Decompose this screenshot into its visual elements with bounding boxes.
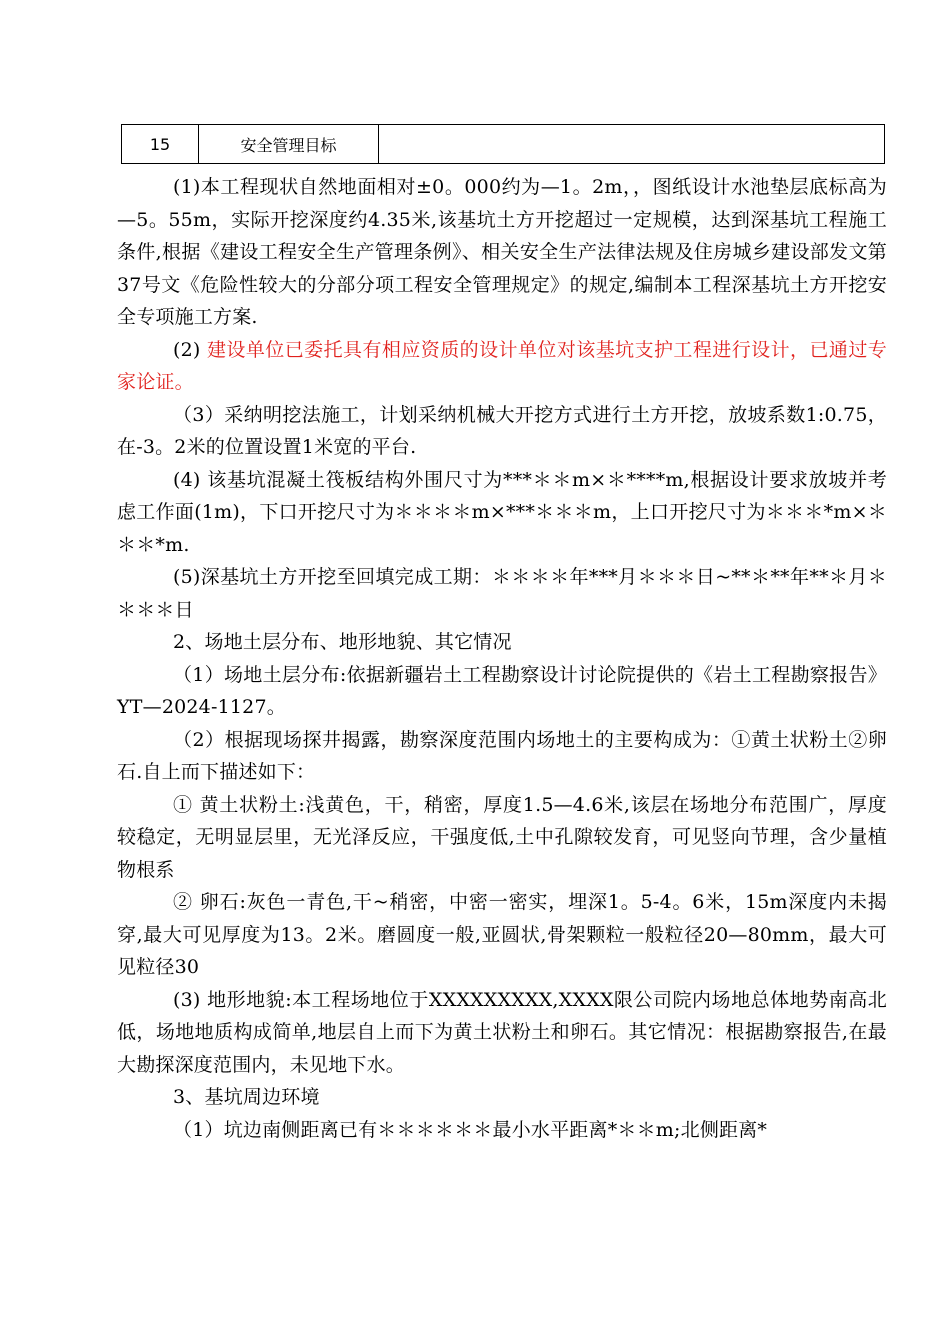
paragraph-4 (117, 464, 887, 562)
paragraph-prefix: （1） (173, 663, 225, 686)
info-table-row (121, 124, 885, 164)
paragraph-prefix: (5) (173, 566, 201, 588)
paragraph-10 (117, 984, 887, 1082)
paragraph-7 (117, 724, 887, 789)
section-heading-2 (117, 626, 887, 659)
paragraph-6 (117, 659, 887, 724)
paragraph-text: 深基坑土方开挖至回填完成工期：＊＊＊＊年***月＊＊＊日~**＊**年**＊月＊＊＊＊日 (117, 566, 887, 621)
table-cell-title: 安全管理目标 (199, 125, 379, 163)
paragraph-8 (117, 789, 887, 887)
paragraph-prefix: (4) (173, 468, 208, 491)
paragraph-text-highlighted: 建设单位已委托具有相应资质的设计单位对该基坑支护工程进行设计，已通过专家论证。 (117, 338, 887, 393)
paragraph-text: 采纳明挖法施工，计划采纳机械大开挖方式进行土方开挖，放坡系数1:0.75，在-3。2米的位置设置1米宽的平台. (117, 403, 887, 458)
document-body (117, 171, 887, 1146)
section-heading-3 (117, 1081, 887, 1114)
paragraph-5 (117, 561, 887, 626)
table-cell-value (379, 125, 884, 163)
table-cell-number: 15 (122, 125, 199, 163)
paragraph-text: 根据现场探井揭露，勘察深度范围内场地土的主要构成为：①黄土状粉土②卵石.自上而下描述如下： (117, 728, 887, 783)
paragraph-prefix: ② (173, 891, 200, 913)
paragraph-text: 坑边南侧距离已有＊＊＊＊＊＊最小水平距离*＊＊m;北侧距离* (223, 1118, 768, 1141)
paragraph-prefix: (2) (173, 338, 207, 361)
paragraph-prefix: (1) (173, 176, 201, 198)
paragraph-text: 地形地貌:本工程场地位于XXXXXXXXX,XXXX限公司院内场地总体地势南高北低，场地地质构成简单,地层自上而下为黄土状粉土和卵石。其它情况：根据勘察报告,在最大勘探深度范围内，未见地下水。 (117, 988, 887, 1076)
paragraph-1 (117, 171, 887, 334)
paragraph-prefix: (3) (173, 988, 208, 1011)
section-heading-text: 2、场地土层分布、地形地貌、其它情况 (173, 631, 512, 653)
paragraph-11 (117, 1114, 887, 1147)
paragraph-prefix: （2） (173, 728, 225, 751)
paragraph-text: 场地土层分布:依据新疆岩土工程勘察设计讨论院提供的《岩土工程勘察报告》YT—2024-1127。 (117, 663, 887, 718)
paragraph-text: 该基坑混凝土筏板结构外围尺寸为***＊＊m×＊****m,根据设计要求放坡并考虑工作面(1m)，下口开挖尺寸为＊＊＊＊m×***＊＊＊m，上口开挖尺寸为＊＊＊*m×＊＊＊*m. (117, 468, 887, 556)
paragraph-prefix: ① (173, 793, 200, 816)
paragraph-text: 卵石:灰色一青色,干~稍密，中密一密实，埋深1。5-4。6米，15m深度内未揭穿,最大可见厚度为13。2米。磨圆度一般,亚圆状,骨架颗粒一般粒径20—80mm，最大可见粒径30 (117, 891, 887, 978)
section-heading-text: 3、基坑周边环境 (173, 1086, 320, 1108)
paragraph-9 (117, 886, 887, 984)
paragraph-prefix: （1） (173, 1118, 224, 1141)
paragraph-text: 本工程现状自然地面相对±0。000约为—1。2m，，图纸设计水池垫层底标高为—5。55m，实际开挖深度约4.35米,该基坑土方开挖超过一定规模，达到深基坑工程施工条件,根据《建设工程安全生产管理条例》、相关安全生产法律法规及住房城乡建设部发文第37号文《危险性较大的分部分项工程安全管理规定》的规定,编制本工程深基坑土方开挖安全专项施工方案. (117, 176, 887, 328)
paragraph-text: 黄土状粉土:浅黄色，干，稍密，厚度1.5—4.6米,该层在场地分布范围广，厚度较稳定，无明显层里，无光泽反应，干强度低,土中孔隙较发育，可见竖向节理，含少量植物根系 (117, 793, 887, 881)
paragraph-prefix: （3） (173, 403, 225, 426)
paragraph-3 (117, 399, 887, 464)
paragraph-2 (117, 334, 887, 399)
